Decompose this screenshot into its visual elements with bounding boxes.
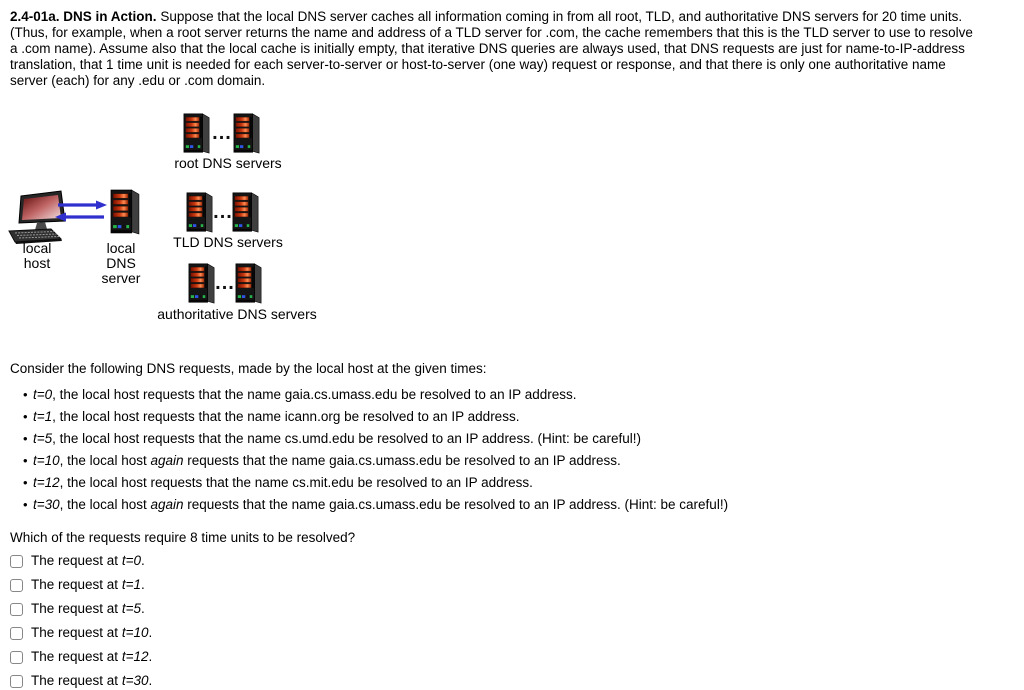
option-checkbox-t12[interactable] [10,651,23,664]
problem-statement-line: server (each) for any .edu or .com domain. [10,73,266,88]
local-dns-server-label: local DNS server [101,240,141,286]
local-dns-server-icon [110,188,141,236]
consider-line: Consider the following DNS requests, made by the local host at the given times: [10,361,487,376]
problem-statement-line: (Thus, for example, when a root server returns the name and address of a TLD server for .com, the cache remembers that this is the TLD server to use to resolve [10,25,973,40]
problem-text: Suppose that the local DNS server caches all information coming in from all root, TLD, and authoritative DNS servers for 20 time units. [160,9,963,24]
root-dns-servers-label: root DNS servers [174,155,282,171]
options-list [10,549,152,690]
option-row-t30[interactable] [10,669,152,690]
option-checkbox-t0[interactable] [10,555,23,568]
request-item-3: • t=10, the local host again requests that the name gaia.cs.umass.edu be resolved to an IP address. [10,450,728,472]
ellipsis-dots: ... [215,272,235,294]
option-row-t0[interactable] [10,549,152,573]
tld-dns-server-icon [232,191,260,234]
problem-statement-line: translation, that 1 time unit is needed for each server-to-server or host-to-server (one way) request or response, and that there is only one authoritative name [10,57,946,72]
root-dns-server-icon [233,112,261,155]
request-item-4: • t=12, the local host requests that the name cs.mit.edu be resolved to an IP address. [10,472,728,494]
request-item-2: • t=5, the local host requests that the name cs.umd.edu be resolved to an IP address. (Hint: be careful!) [10,428,728,450]
authoritative-dns-server-icon [235,262,263,305]
option-label: The request at t=1. [31,577,145,592]
option-row-t12[interactable] [10,645,152,669]
local-host-label: local host [22,240,52,271]
request-list [10,384,728,516]
tld-dns-servers-label: TLD DNS servers [173,234,283,250]
request-response-arrows-icon [54,198,108,224]
option-checkbox-t1[interactable] [10,579,23,592]
request-item-5: • t=30, the local host again requests that the name gaia.cs.umass.edu be resolved to an IP address. (Hint: be careful!) [10,494,728,516]
request-item-1: • t=1, the local host requests that the name icann.org be resolved to an IP address. [10,406,728,428]
option-label: The request at t=10. [31,625,153,640]
option-label: The request at t=30. [31,673,153,688]
option-row-t10[interactable] [10,621,152,645]
option-checkbox-t5[interactable] [10,603,23,616]
option-label: The request at t=0. [31,553,145,568]
option-label: The request at t=5. [31,601,145,616]
question-text: Which of the requests require 8 time units to be resolved? [10,530,356,545]
option-row-t1[interactable] [10,573,152,597]
option-label: The request at t=12. [31,649,153,664]
problem-statement-line: a .com name). Assume also that the local cache is initially empty, that iterative DNS queries are always used, that DNS requests are just for name-to-IP-address [10,41,965,56]
ellipsis-dots: ... [213,201,233,223]
option-row-t5[interactable] [10,597,152,621]
root-dns-server-icon [183,112,211,155]
ellipsis-dots: ... [212,122,232,144]
request-item-0: • t=0, the local host requests that the name gaia.cs.umass.edu be resolved to an IP address. [10,384,728,406]
problem-title: 2.4-01a. DNS in Action. [10,9,157,24]
option-checkbox-t10[interactable] [10,627,23,640]
option-checkbox-t30[interactable] [10,675,23,688]
authoritative-dns-servers-label: authoritative DNS servers [157,306,317,322]
